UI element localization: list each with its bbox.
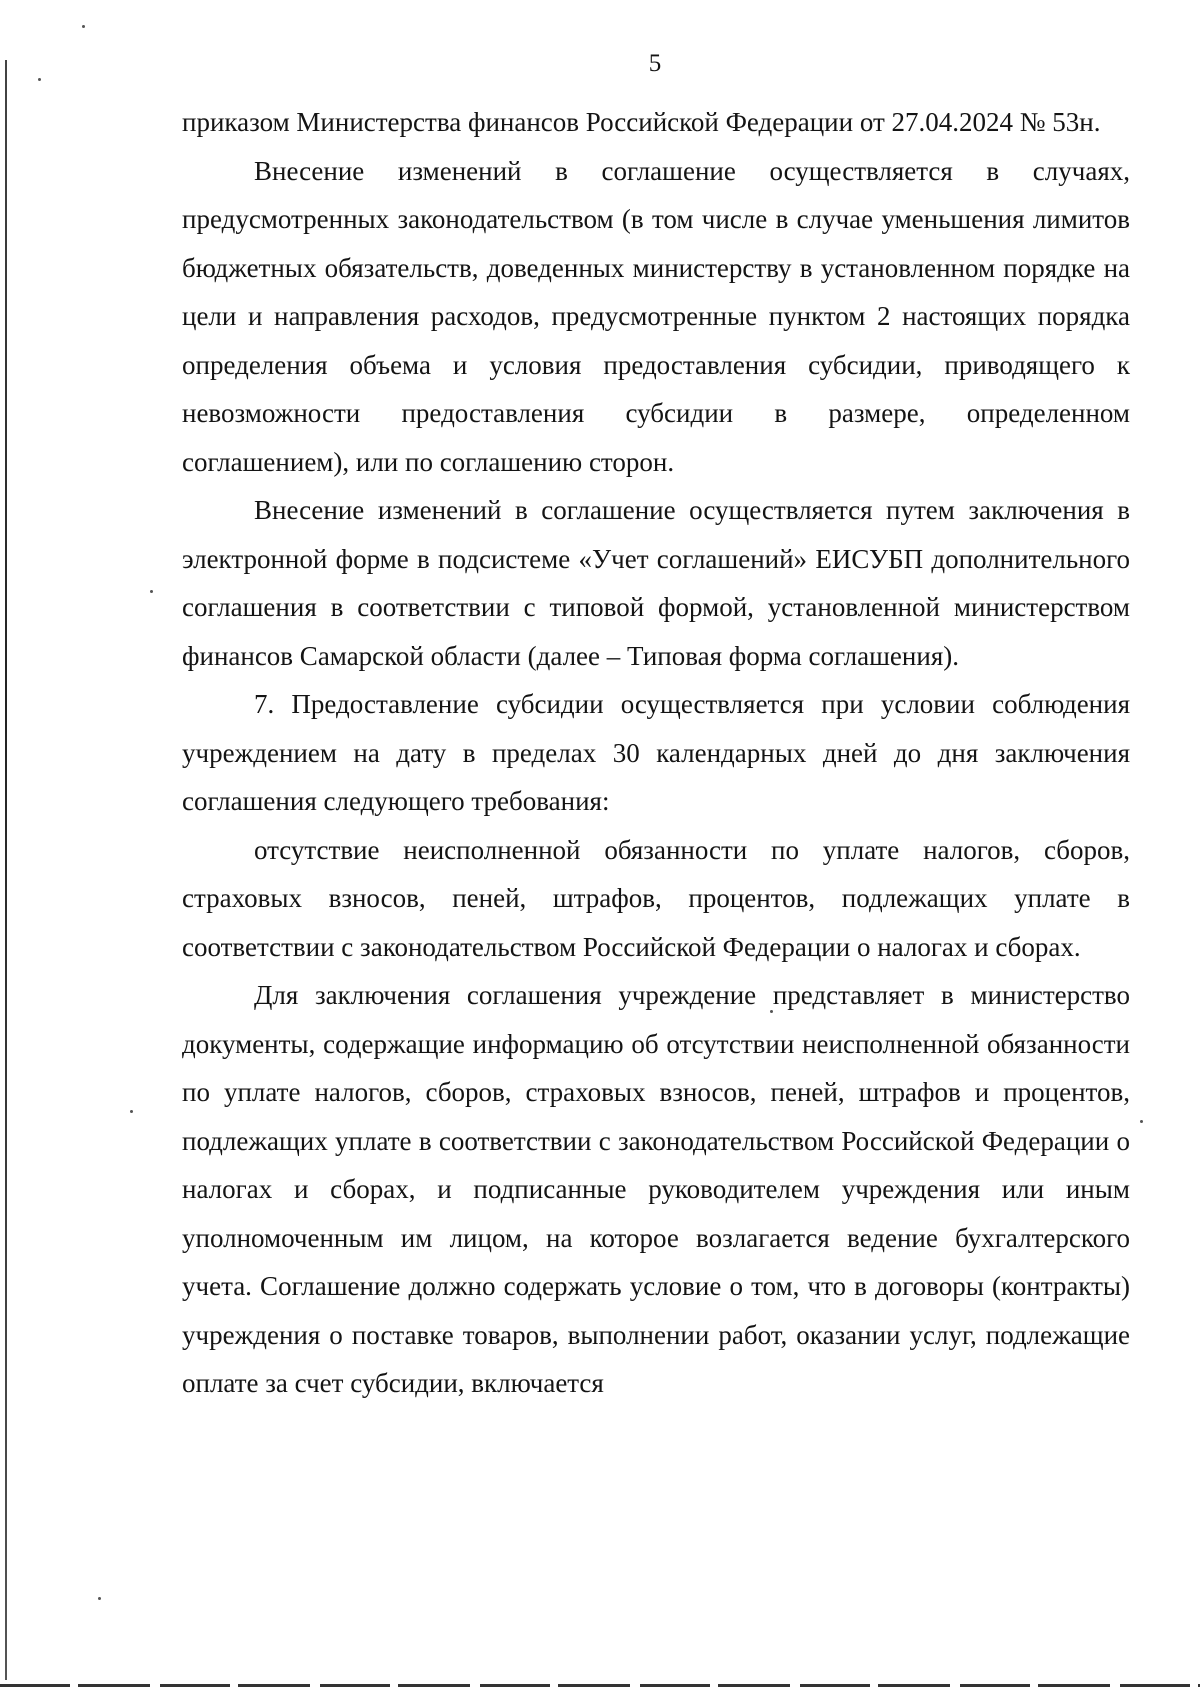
paragraph: 7. Предоставление субсидии осуществляется при условии соблюдения учреждением на дату в пределах 30 календарных дней до дня заключения соглашения следующего требования: <box>182 689 1130 816</box>
scan-left-edge <box>5 60 7 1680</box>
scan-speck <box>82 25 85 28</box>
paragraph: Внесение изменений в соглашение осуществляется путем заключения в электронной форме в подсистеме «Учет соглашений» ЕИСУБП дополнительного соглашения в соответствии с типовой формой, установленной министерством финансов Самарской области (далее – Типовая форма соглашения). <box>182 495 1130 671</box>
paragraph: отсутствие неисполненной обязанности по уплате налогов, сборов, страховых взносов, пеней, штрафов, процентов, подлежащих уплате в соответствии с законодательством Российской Федерации о налогах и сборах. <box>182 834 1130 962</box>
page-number: 5 <box>648 50 662 77</box>
scan-speck <box>150 590 153 593</box>
scan-bottom-edge <box>0 1684 1200 1687</box>
paragraph: Внесение изменений в соглашение осуществляется в случаях, предусмотренных законодательством (в том числе в случае уменьшения лимитов бюджетных обязательств, доведенных министерству в установленном порядке на цели и направления расходов, предусмотренные пунктом 2 настоящих порядка определения объема и условия предоставления субсидии, приводящего к невозможности предоставления субсидии в размере, определенном соглашением), или по соглашению сторон. <box>182 155 1130 477</box>
scan-speck <box>38 78 41 81</box>
document-body <box>182 98 1130 1408</box>
paragraph: Для заключения соглашения учреждение представляет в министерство документы, содержащие информацию об отсутствии неисполненной обязанности по уплате налогов, сборов, страховых взносов, пеней, штрафов и процентов, подлежащих уплате в соответствии с законодательством Российской Федерации о налогах и сборах, и подписанные руководителем учреждения или иным уполномоченным им лицом, на которое возлагается ведение бухгалтерского учета. Соглашение должно содержать условие о том, что в договоры (контракты) учреждения о поставке товаров, выполнении работ, оказании услуг, подлежащие оплате за счет субсидии, включается <box>182 980 1130 1398</box>
scan-speck <box>130 1110 133 1113</box>
paragraph: приказом Министерства финансов Российской Федерации от 27.04.2024 № 53н. <box>182 107 1101 137</box>
scan-speck <box>98 1597 101 1600</box>
scan-speck <box>1140 1120 1143 1123</box>
